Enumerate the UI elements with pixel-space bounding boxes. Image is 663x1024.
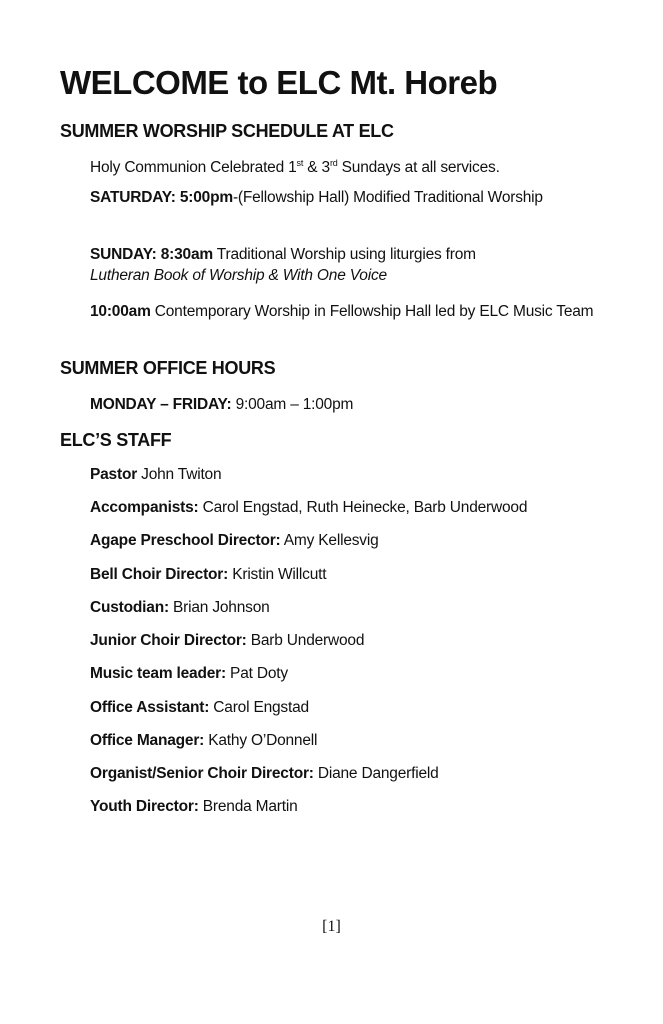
saturday-description: -(Fellowship Hall) Modified Traditional Worship: [232, 189, 543, 206]
staff-item-junior-choir-director: [90, 630, 610, 651]
page-title: WELCOME to ELC Mt. Horeb: [60, 64, 498, 101]
staff-role: Youth Director:: [90, 798, 199, 815]
staff-role: Organist/Senior Choir Director:: [90, 765, 314, 782]
staff-item-accompanists: [90, 497, 610, 518]
staff-role: Custodian:: [90, 599, 169, 616]
staff-name: Kathy O’Donnell: [204, 732, 318, 749]
worship-schedule-heading: SUMMER WORSHIP SCHEDULE AT ELC: [60, 121, 394, 141]
contemporary-service: [90, 301, 600, 322]
sunday-books: Lutheran Book of Worship & With One Voice: [90, 267, 387, 284]
staff-name: Pat Doty: [225, 665, 288, 682]
office-hours-line: [90, 394, 610, 415]
staff-item-youth-director: [90, 796, 610, 817]
communion-text-start: Holy Communion Celebrated 1: [90, 159, 297, 176]
staff-name: Amy Kellesvig: [280, 532, 379, 549]
office-days-label: MONDAY – FRIDAY:: [90, 396, 232, 413]
staff-role: Accompanists:: [90, 499, 199, 516]
staff-item-office-assistant: [90, 697, 610, 718]
staff-role: Music team leader:: [90, 665, 226, 682]
staff-item-office-manager: [90, 730, 610, 751]
communion-line: [90, 157, 610, 178]
communion-sup-first: st: [296, 157, 304, 168]
page-number: [1]: [322, 918, 341, 935]
staff-item-bell-choir-director: [90, 564, 610, 585]
staff-name: Kristin Willcutt: [228, 566, 327, 583]
staff-item-preschool-director: [90, 530, 610, 551]
staff-item-custodian: [90, 597, 610, 618]
communion-text-end: Sundays at all services.: [337, 159, 500, 176]
staff-item-pastor: [90, 464, 610, 485]
staff-name: Brian Johnson: [168, 599, 270, 616]
saturday-label: SATURDAY: 5:00pm: [90, 189, 233, 206]
staff-name: Carol Engstad: [209, 699, 309, 716]
staff-role: Office Manager:: [90, 732, 205, 749]
staff-role: Junior Choir Director:: [90, 632, 247, 649]
contemporary-label: 10:00am: [90, 303, 151, 320]
staff-name: Barb Underwood: [246, 632, 365, 649]
staff-name: Brenda Martin: [198, 798, 298, 815]
staff-role: Office Assistant:: [90, 699, 210, 716]
sunday-label: SUNDAY: 8:30am: [90, 246, 213, 263]
sunday-description: Traditional Worship using liturgies from: [212, 246, 476, 263]
saturday-service: [90, 187, 580, 208]
staff-name: Carol Engstad, Ruth Heinecke, Barb Underwood: [198, 499, 528, 516]
staff-name: Diane Dangerfield: [313, 765, 439, 782]
staff-name: John Twiton: [137, 466, 222, 483]
staff-heading: ELC’S STAFF: [60, 430, 172, 450]
office-hours-heading: SUMMER OFFICE HOURS: [60, 358, 276, 378]
staff-item-music-team-leader: [90, 663, 610, 684]
staff-role: Bell Choir Director:: [90, 566, 229, 583]
communion-sup-third: rd: [329, 157, 338, 168]
staff-item-organist: [90, 763, 610, 784]
contemporary-description: Contemporary Worship in Fellowship Hall led by ELC Music Team: [150, 303, 594, 320]
staff-role: Agape Preschool Director:: [90, 532, 281, 549]
communion-text-mid: & 3: [303, 159, 330, 176]
staff-role: Pastor: [90, 466, 138, 483]
office-hours-value: 9:00am – 1:00pm: [231, 396, 354, 413]
sunday-service: [90, 244, 610, 286]
